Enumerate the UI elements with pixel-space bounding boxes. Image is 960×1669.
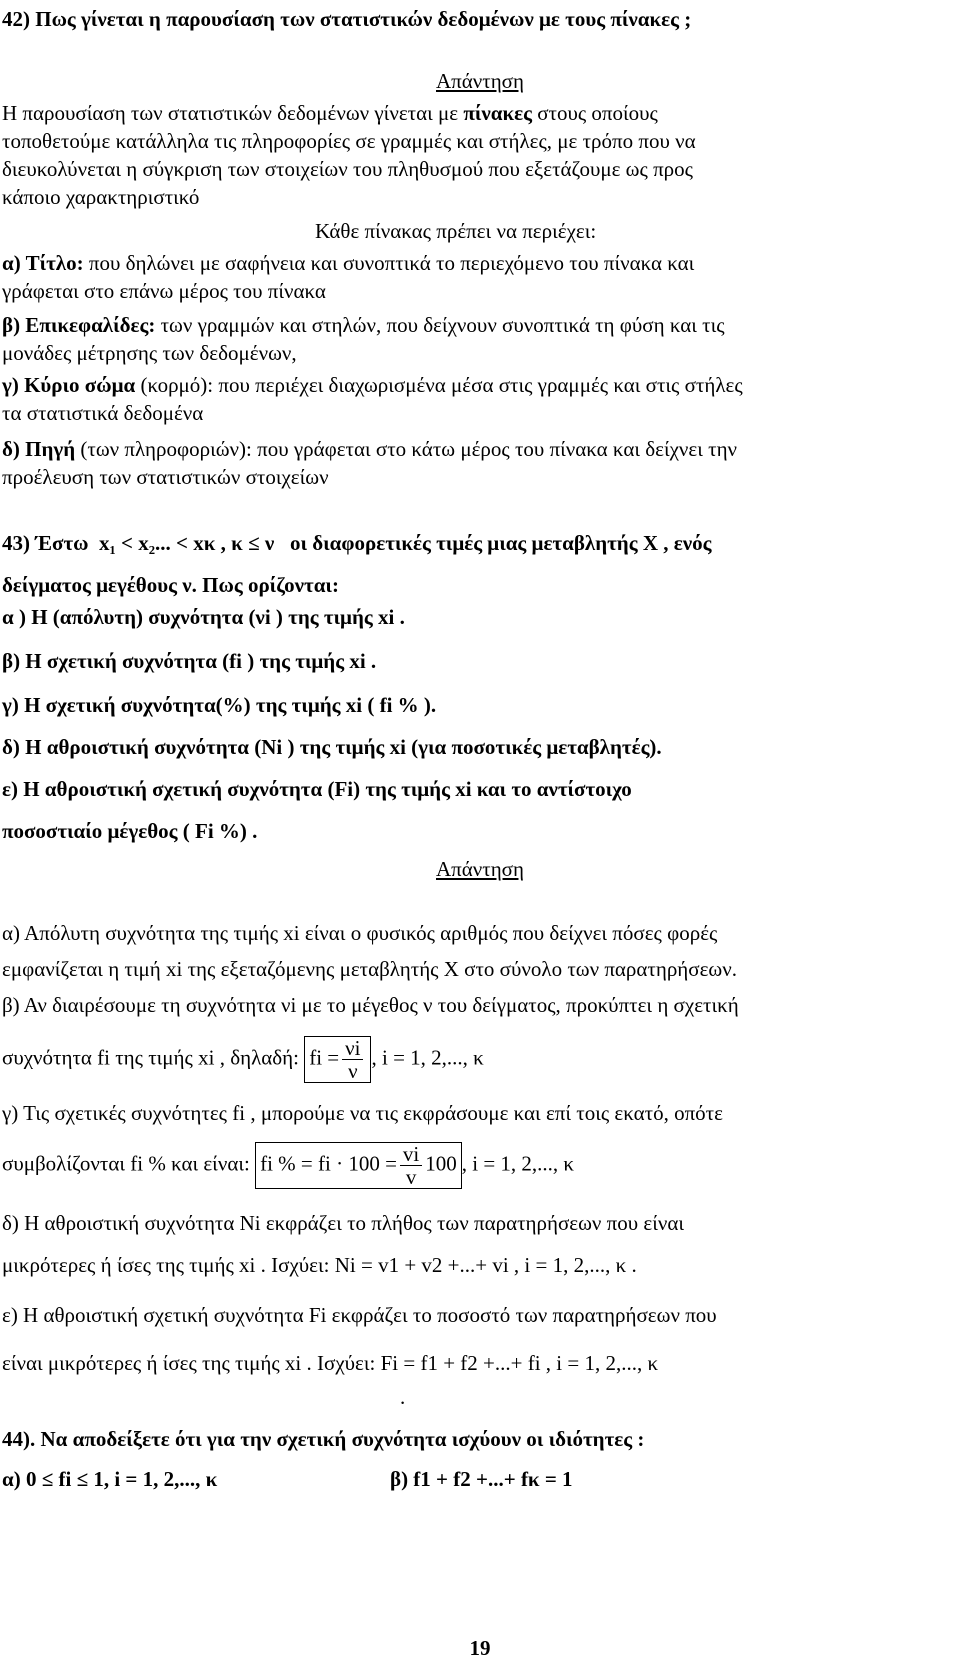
item-headings: β) Επικεφαλίδες: των γραμμών και στηλών, που δείχνουν συνοπτικά τη φύση και τις bbox=[2, 313, 725, 337]
answer-b-line1: β) Αν διαιρέσουμε τη συχνότητα νi με το μέγεθος ν του δείγματος, προκύπτει η σχετική bbox=[2, 993, 739, 1017]
table-requirements-heading: Κάθε πίνακας πρέπει να περιέχει: bbox=[315, 219, 597, 243]
question-43-line1: 43) Έστω x₁ < x₂... < xκ , κ ≤ ν οι διαφορετικές τιμές μιας μεταβλητής Χ , ενός bbox=[2, 531, 712, 555]
item-body: γ) Κύριο σώμα (κορμό): που περιέχει διαχωρισμένα μέσα στις γραμμές και στις στήλες bbox=[2, 373, 743, 397]
question-44-a: α) 0 ≤ fi ≤ 1, i = 1, 2,..., κ bbox=[2, 1467, 218, 1491]
item-title: α) Τίτλο: που δηλώνει με σαφήνεια και συνοπτικά το περιεχόμενο του πίνακα και bbox=[2, 251, 695, 275]
answer-d-line2: μικρότερες ή ίσες της τιμής xi . Ισχύει: Ni = v1 + v2 +...+ vi , i = 1, 2,..., κ . bbox=[2, 1253, 637, 1277]
percentage-formula: fi % = fi · 100 = $\frac{vi}{v}$ 100 bbox=[255, 1142, 462, 1189]
paragraph-line: Η παρουσίαση των στατιστικών δεδομένων γίνεται με πίνακες στους οποίους bbox=[2, 101, 658, 125]
question-42-title: 42) Πως γίνεται η παρουσίαση των στατιστικών δεδομένων με τους πίνακες ; bbox=[2, 7, 692, 31]
answer-heading: Απάντηση bbox=[436, 857, 524, 881]
item-source: δ) Πηγή (των πληροφοριών): που γράφεται στο κάτω μέρος του πίνακα και δείχνει την bbox=[2, 437, 738, 461]
answer-d-line1: δ) Η αθροιστική συχνότητα Ni εκφράζει το πλήθος των παρατηρήσεων που είναι bbox=[2, 1211, 685, 1235]
answer-a-line1: α) Απόλυτη συχνότητα της τιμής xi είναι ο φυσικός αριθμός που δείχνει πόσες φορές bbox=[2, 921, 718, 945]
paragraph-line: προέλευση των στατιστικών στοιχείων bbox=[2, 465, 329, 489]
paragraph-line: γράφεται στο επάνω μέρος του πίνακα bbox=[2, 279, 326, 303]
answer-e-line1: ε) Η αθροιστική σχετική συχνότητα Fi εκφράζει το ποσοστό των παρατηρήσεων που bbox=[2, 1303, 717, 1327]
question-44-b: β) f1 + f2 +...+ fκ = 1 bbox=[390, 1467, 573, 1491]
answer-e-line2: είναι μικρότερες ή ίσες της τιμής xi . Ισχύει: Fi = f1 + f2 +...+ fi , i = 1, 2,..., κ bbox=[2, 1351, 659, 1375]
question-43-a: α ) Η (απόλυτη) συχνότητα (νi ) της τιμής xi . bbox=[2, 605, 405, 629]
paragraph-line: μονάδες μέτρησης των δεδομένων, bbox=[2, 341, 297, 365]
stray-dot: . bbox=[400, 1385, 406, 1409]
paragraph-line: τοποθετούμε κατάλληλα τις πληροφορίες σε γραμμές και στήλες, με τρόπο που να bbox=[2, 129, 696, 153]
question-43-e: ε) Η αθροιστική σχετική συχνότητα (Fi) της τιμής xi και το αντίστοιχο bbox=[2, 777, 632, 801]
page-number: 19 bbox=[469, 1636, 491, 1660]
answer-b-formula-line: συχνότητα fi της τιμής xi , δηλαδή: fi = $\frac{\nu i}{\nu}$ , i = 1, 2,..., κ bbox=[2, 1036, 484, 1083]
answer-heading: Απάντηση bbox=[436, 69, 524, 93]
question-44-title: 44). Να αποδείξετε ότι για την σχετική συχνότητα ισχύουν οι ιδιότητες : bbox=[2, 1427, 645, 1451]
question-43-c: γ) Η σχετική συχνότητα(%) της τιμής xi ( fi % ). bbox=[2, 693, 437, 717]
question-43-d: δ) Η αθροιστική συχνότητα (Νi ) της τιμής xi (για ποσοτικές μεταβλητές). bbox=[2, 735, 662, 759]
question-43-e-cont: ποσοστιαίο μέγεθος ( Fi %) . bbox=[2, 819, 258, 843]
question-43-line2: δείγματος μεγέθους ν. Πως ορίζονται: bbox=[2, 573, 339, 597]
answer-a-line2: εμφανίζεται η τιμή xi της εξεταζόμενης μεταβλητής X στο σύνολο των παρατηρήσεων. bbox=[2, 957, 737, 981]
paragraph-line: διευκολύνεται η σύγκριση των στοιχείων του πληθυσμού που εξετάζουμε ως προς bbox=[2, 157, 693, 181]
relative-frequency-formula: fi = $\frac{\nu i}{\nu}$ bbox=[304, 1036, 371, 1083]
paragraph-line: κάποιο χαρακτηριστικό bbox=[2, 185, 200, 209]
paragraph-line: τα στατιστικά δεδομένα bbox=[2, 401, 204, 425]
question-43-b: β) Η σχετική συχνότητα (fi ) της τιμής xi . bbox=[2, 649, 377, 673]
answer-c-line1: γ) Τις σχετικές συχνότητες fi , μπορούμε να τις εκφράσουμε και επί τοις εκατό, οπότε bbox=[2, 1101, 723, 1125]
answer-c-formula-line: συμβολίζονται fi % και είναι: fi % = fi · 100 = $\frac{vi}{v}$ 100 , i = 1, 2,..., κ bbox=[2, 1142, 575, 1189]
